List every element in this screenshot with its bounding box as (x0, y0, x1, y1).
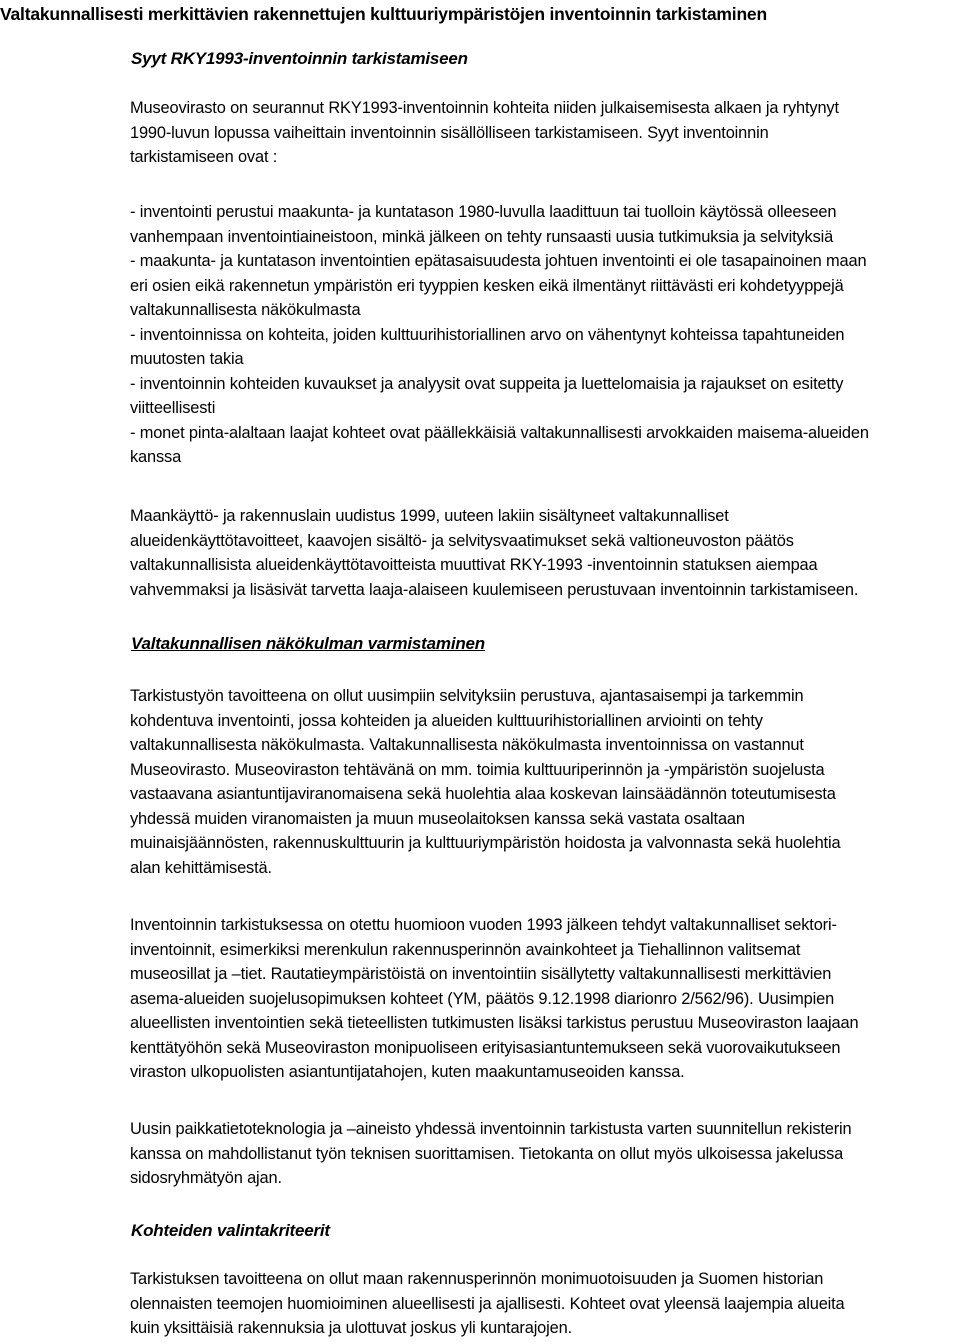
text-line: valtakunnallisesta näkökulmasta (130, 301, 361, 319)
text-line: kanssa on mahdollistanut työn teknisen suorittamisen. Tietokanta on ollut myös ulkoisessa jakelussa (130, 1144, 844, 1163)
bullet-list-paragraph (130, 200, 960, 470)
document-title: Valtakunnallisesti merkittävien rakennettujen kulttuuriympäristöjen inventoinnin tarkistaminen (0, 4, 767, 24)
section-heading-valintakriteerit: Kohteiden valintakriteerit (131, 1221, 330, 1240)
text-line: - monet pinta-alaltaan laajat kohteet ovat päällekkäisiä valtakunnallisesti arvokkaiden maisema-alueiden (130, 423, 869, 442)
text-line: kuin yksittäisiä rakennuksia ja ulottuvat joskus yli kuntarajojen. (130, 1319, 572, 1337)
text-line: kenttätyöhön sekä Museoviraston monipuoliseen erityisasiantuntemukseen sekä vuorovaikutukseen (130, 1038, 841, 1057)
paragraph (130, 504, 960, 602)
text-line: valtakunnallisista alueidenkäyttötavoitteista muuttivat RKY-1993 -inventoinnin statuksen aiempaa (130, 556, 818, 574)
text-line: kohdentuva inventointi, jossa kohteiden ja alueiden kulttuurihistoriallinen arviointi on tehty (130, 711, 763, 730)
text-line: Maankäyttö- ja rakennuslain uudistus 1999, uuteen lakiin sisältyneet valtakunnalliset (130, 507, 729, 525)
text-line: inventoinnit, esimerkiksi merenkulun rakennusperinnön avainkohteet ja Tiehallinnon valitsemat (130, 940, 801, 959)
text-line: Uusin paikkatietoteknologia ja –aineisto yhdessä inventoinnin tarkistusta varten suunnitellun rekisterin (130, 1120, 852, 1138)
text-line: - inventoinnissa on kohteita, joiden kulttuurihistoriallinen arvo on vähentynyt kohteissa tapahtuneiden (130, 325, 845, 344)
text-line: - inventointi perustui maakunta- ja kuntatason 1980-luvulla laadittuun tai tuolloin käytössä olleeseen (130, 203, 837, 221)
text-line: Museovirasto. Museoviraston tehtävänä on mm. toimia kulttuuriperinnön ja -ympäristön suojelusta (130, 760, 825, 779)
text-line: 1990-luvun lopussa vaiheittain inventoinnin sisällölliseen tarkistamiseen. Syyt inventoinnin (130, 123, 769, 142)
text-line: vastaavana asiantuntijaviranomaisena sekä huolehtia alaa koskevan lainsäädännön toteutumisesta (130, 785, 836, 803)
text-line: alan kehittämisestä. (130, 858, 272, 877)
text-line: alueidenkäyttötavoitteet, kaavojen sisältö- ja selvitysvaatimukset sekä valtioneuvoston päätös (130, 531, 794, 550)
text-line: sidosryhmätyön ajan. (130, 1169, 282, 1187)
text-line: eri osien eikä rakennetun ympäristön eri tyyppien kesken eikä ilmentänyt riittävästi eri kohdetyyppejä (130, 276, 844, 295)
text-line: - maakunta- ja kuntatason inventointien epätasaisuudesta johtuen inventointi ei ole tasapainoinen maan (130, 252, 867, 270)
paragraph (130, 96, 960, 170)
paragraph (130, 684, 960, 880)
section-heading-syyt: Syyt RKY1993-inventoinnin tarkistamiseen (131, 49, 468, 68)
text-line: asema-alueiden suojelusopimuksen kohteet (YM, päätös 9.12.1998 diarionro 2/562/96). Uusimpien (130, 989, 835, 1008)
section-heading-nakokulma: Valtakunnallisen näkökulman varmistaminen (131, 634, 485, 653)
text-line: olennaisten teemojen huomioiminen alueellisesti ja ajallisesti. Kohteet ovat yleensä laajempia alueita (130, 1294, 845, 1313)
text-line: kanssa (130, 448, 182, 466)
text-line: muutosten takia (130, 350, 244, 368)
text-line: Inventoinnin tarkistuksessa on otettu huomioon vuoden 1993 jälkeen tehdyt valtakunnalliset sektori- (130, 916, 837, 934)
text-line: Tarkistustyön tavoitteena on ollut uusimpiin selvityksiin perustuva, ajantasaisempi ja tarkemmin (130, 687, 804, 705)
text-line: vahvemmaksi ja lisäsivät tarvetta laaja-alaiseen kuulemiseen perustuvaan inventoinnin tarkistamiseen. (130, 580, 859, 599)
text-line: muinaisjäännösten, rakennuskulttuurin ja kulttuuriympäristön hoidosta ja valvonnasta sekä huolehtia (130, 834, 841, 852)
text-line: alueellisten inventointien sekä tieteellisten tutkimusten lisäksi tarkistus perustuu Museoviraston laajaan (130, 1014, 859, 1032)
text-line: museosillat ja –tiet. Rautatieympäristöistä on inventointiin sisällytetty valtakunnallisesti merkittävien (130, 965, 832, 983)
paragraph (130, 1117, 960, 1191)
text-line: - inventoinnin kohteiden kuvaukset ja analyysit ovat suppeita ja luettelomaisia ja rajaukset on esitetty (130, 374, 844, 393)
text-line: vanhempaan inventointiaineistoon, minkä jälkeen on tehty runsaasti uusia tutkimuksia ja selvityksiä (130, 227, 834, 246)
text-line: yhdessä muiden viranomaisten ja muun museolaitoksen kanssa sekä vastata osaltaan (130, 809, 745, 828)
text-line: valtakunnallisesta näkökulmasta. Valtakunnallisesta näkökulmasta inventoinnissa on vastannut (130, 736, 804, 754)
text-line: viraston ulkopuolisten asiantuntijatahojen, kuten maakuntamuseoiden kanssa. (130, 1063, 685, 1081)
text-line: tarkistamiseen ovat : (130, 148, 278, 166)
text-line: Museovirasto on seurannut RKY1993-inventoinnin kohteita niiden julkaisemisesta alkaen ja ryhtynyt (130, 99, 839, 117)
paragraph (130, 1267, 960, 1341)
text-line: Tarkistuksen tavoitteena on ollut maan rakennusperinnön monimuotoisuuden ja Suomen historian (130, 1270, 824, 1288)
text-line: viitteellisesti (130, 399, 216, 417)
paragraph (130, 913, 960, 1085)
